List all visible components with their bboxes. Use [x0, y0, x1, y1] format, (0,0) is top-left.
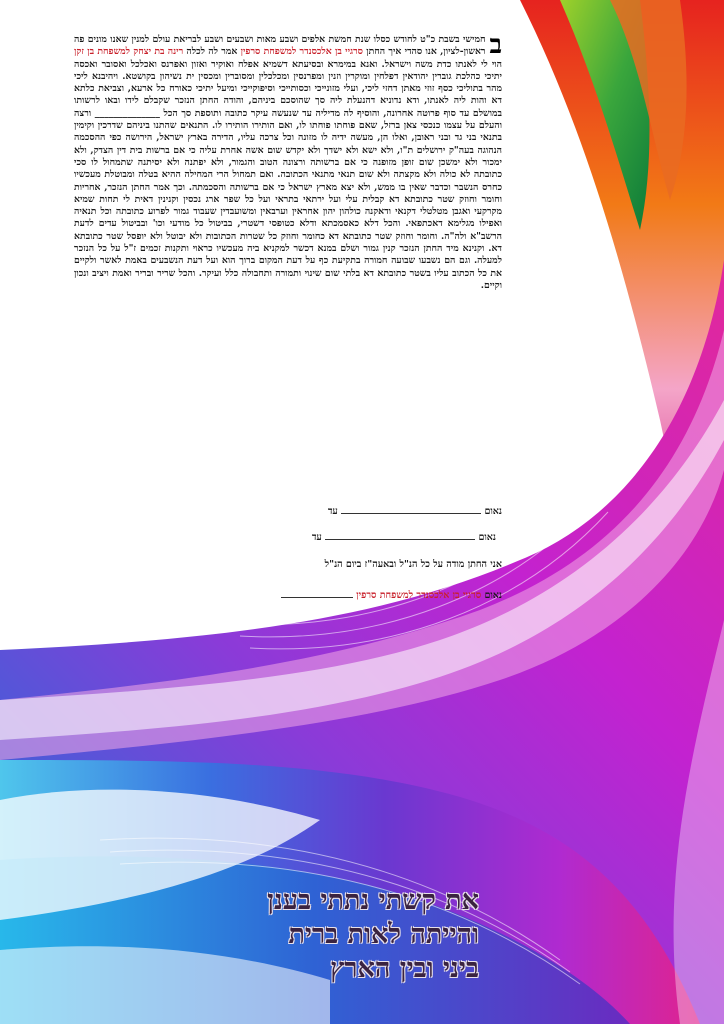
groom-signature-blank: [281, 597, 353, 598]
groom-statement: אני החתן מודה על כל הנ"ל ובאעה"ז ביום הנ"ל: [324, 559, 502, 570]
witness-1-line: [328, 506, 502, 517]
ketubah-paragraph-1-after: אמר לה לכלה: [183, 46, 241, 58]
groom-label: נאום: [484, 590, 502, 601]
ketubah-text: [74, 30, 502, 292]
witness-2-label: נאום: [478, 532, 496, 543]
verse-line-2: והייתה לאות ברית: [288, 919, 479, 950]
witness-1-end: עד: [327, 506, 338, 517]
groom-signature-line: [281, 590, 502, 601]
witness-2-line: [312, 532, 496, 543]
ketubah-paragraph-1-text: חמישי בשבת כ"ט לחודש כסלו שנת חמשת אלפים ושבע מאות ושבעים ושבע לבריאת עולם למנין שאנו מונים פה ראשון-לציון, אנו סהדי איך החתן: [74, 34, 486, 58]
opening-letter: ב: [489, 30, 502, 60]
witness-1-label: נאום: [484, 506, 502, 517]
witness-2-signature-line: [325, 539, 475, 540]
verse-line-1: את קשתי נתתי בענן: [267, 885, 479, 916]
witness-1-signature-line: [341, 513, 481, 514]
witness-2-end: עד: [311, 532, 322, 543]
groom-signature-name: סרגיי בן אלכסנדר למשפחת סרפין: [356, 590, 482, 601]
rainbow-verse: [99, 884, 479, 986]
verse-line-3: ביני ובין הארץ: [330, 953, 479, 984]
groom-name-red: סרגיי בן אלכסנדר למשפחת סרפין: [240, 46, 363, 58]
bride-name-red: רינה בת יצחק למשפחת בן זקן: [74, 46, 184, 58]
ketubah-paragraph-2-after: הוי לי לאנתו כדת משה וישראל. ואנא במימרא ובסיעתא דשמיא אפלח ואוקיר ואזון ואפרנס ואכלכל ואסובר ואכסה יתיכי כהלכת גוברין יהודאין דפלחין ומוקרין וזנין ומפרנסין ומכלכלין ומסוברין ומכסין ית נשיהון בקושטא. ויהיבנא ליכי מהר בתוליכי כסף זוזי מאתן דחזי ליכי, ועלי מזונייכי וכסותייכי וסיפוקייכי ומיעל יתיכי כאורח כל ארעא, וצביאת כלתא דא והות ליה לאנתו, ודא נדוניא דהנעלת ליה סך שהוסכם ביניהם, והודה החתן הנזכר שקבלם לידו ובאו לרשותו במושלם עד סוף פרוטה אחרונה, והוסיף לה מדיליה עד שנעשה עיקר כתובה ותוספת סך הכל ______________ ורצה והעלם על עצמו כנכסי צאן ברזל, שאם פוחתו פוחתו לו, ואם הותירו הותירו לו. התנאים שהתנו ביניהם שדרכין וקימין בתנאי בני גד ובני ראובן, ואלו הן, מעשה ידיה לו מזונה וכל צרכה עליו, הדירה בארץ ישראל, הירושה כפי ההסכמה הנהוגה בעה"ק ירושלים ת"ו, ולא ישא ולא ישדך ולא יקדש שום אשה אחרת עליה כי אם ברשות בית דין הצדק, ולא ימכור ולא ימשכן שום זופן מזופנה כי אם ברשותה ורצונה הטוב והגמור, ולא יפתנה ולא יסיתנה שתמחול לו סכי כתובתה לא כולה ולא מקצתה ולא שום תנאי מתנאי הכתובה. ואם תמחול הרי המחילה ההיא בטלה ומבוטלת מעכשיו כחרס הנשבר וכדבר שאין בו ממש, ולא יצא מארץ ישראל כי אם ברשותה והסכמתה. וכך אמר החתן הנזכר, אחריות וחומר וחוזק שטר כתובתא דא קבלית עלי ועל ירתאי בתראי ועל כל שפר ארג נכסין וקנינין דאית לי תחות שמיא מקרקעי ואגבן מטלטלי דקנאי ודאקנה כולהון יהון אחראין וערבאין ומשועבדין שעבוד גמור לפרוע כתובתה וכל תנאיה ואפילו מגלימא דאכתפאי. והכל דלא כאסמכתא ודלא כטופסי דשטרי, בביטול כל מודעי וכו' ובביטול עדים לדעת הרשב"א ולה"ה. וחומר וחוזק שטר כתובתא דא כחומר וחוזק כל שטרות הכתובות ולא יבוטל ולא יופסל שטר כתובתא דא. וקנינא מיד החתן הנזכר קנין גמור ושלם במנא דכשר למקניא ביה מעכשיו כראוי ותקנות זכמים ז"ל על כל הנזכר למעלה. וגם הם נשבעו שבועה חמורה בתקיעת כף על דעת המקום ברוך הוא ועל דעת הנשבעים באמת לאשר ולקיים את כל הכתוב עליו בשטר כתובתא דא בלתי שום שינוי ותמורה ותחבולה כלל ועיקר. והכל שריר ובריר ואמת ויציב ונכון וקיים.: [74, 58, 502, 291]
